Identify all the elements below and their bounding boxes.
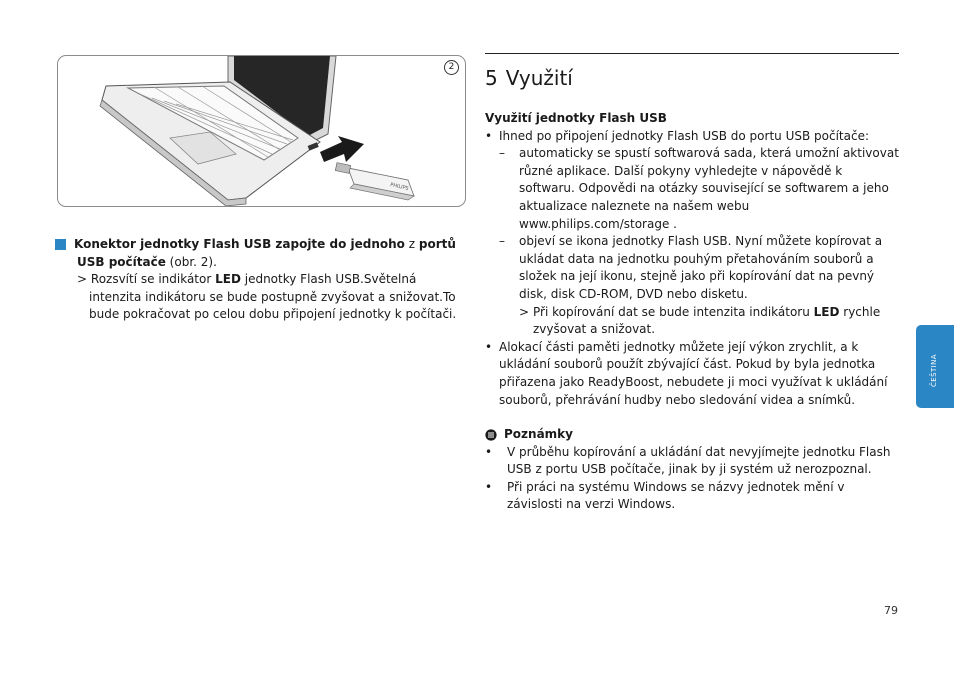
- language-tab: ČEŠTINA: [916, 325, 954, 408]
- result-item: > Při kopírování dat se bude intenzita indikátoru LED rychle zvyšovat a snižovat.: [519, 304, 881, 337]
- laptop-drawing: [58, 56, 465, 206]
- notes-heading: Poznámky: [485, 426, 901, 444]
- figure-number: 2: [444, 60, 459, 75]
- dash-item: – automaticky se spustí softwarová sada, která umožní aktivovat různé aplikace. Další pokyny vyhledejte v nápovědě k softwaru. Odpovědi na otázky související se softwarem a jeho aktualizace naleznete na našem webu www.philips.com/storage .: [499, 146, 899, 231]
- note-item: • Při práci na systému Windows se názvy jednotek mění v závislosti na verzi Windows.: [485, 479, 845, 512]
- section-subhead: Využití jednotky Flash USB: [485, 111, 667, 125]
- laptop-usb-illustration: [57, 55, 466, 207]
- step-result: > Rozsvítí se indikátor LED jednotky Flash USB.Světelná intenzita indikátoru se bude postupně zvyšovat a snižovat.To bude pokračovat po celou dobu připojení jednotky k počítači.: [77, 272, 457, 322]
- drive-logo: PHILIPS: [389, 182, 410, 192]
- section-content: [485, 110, 901, 514]
- header-rule: [485, 53, 899, 54]
- step-2-block: [46, 236, 465, 324]
- chapter-title: 5 Využití: [485, 66, 573, 90]
- note-item: • V průběhu kopírování a ukládání dat nevyjímejte jednotku Flash USB z portu USB počítače, jinak by ji systém už nerozpoznal.: [485, 444, 891, 477]
- bullet-item: • Alokací části paměti jednotky můžete její výkon zrychlit, a k ukládání souborů použít zbývající část. Pokud by byla jednotka přiřazena jako ReadyBoost, nebudete ji moci využívat k ukládání souborů, přehrávání hudby nebo sledování videa a snímků.: [485, 339, 888, 407]
- page-number: 79: [884, 604, 898, 617]
- bullet-item: • Ihned po připojení jednotky Flash USB do portu USB počítače:: [485, 128, 869, 143]
- step-badge: 2: [55, 239, 66, 250]
- dash-item: – objeví se ikona jednotky Flash USB. Nyní můžete kopírovat a ukládat data na jednotku pouhým přetahováním souborů a složek na její ikonu, stejně jako při kopírování dat na pevný disk, disk CD-ROM, DVD nebo disketu.: [499, 234, 883, 301]
- note-icon: [485, 429, 497, 441]
- step-instruction: 2 Konektor jednotky Flash USB zapojte do jednoho z portů USB počítače (obr. 2).: [46, 237, 456, 269]
